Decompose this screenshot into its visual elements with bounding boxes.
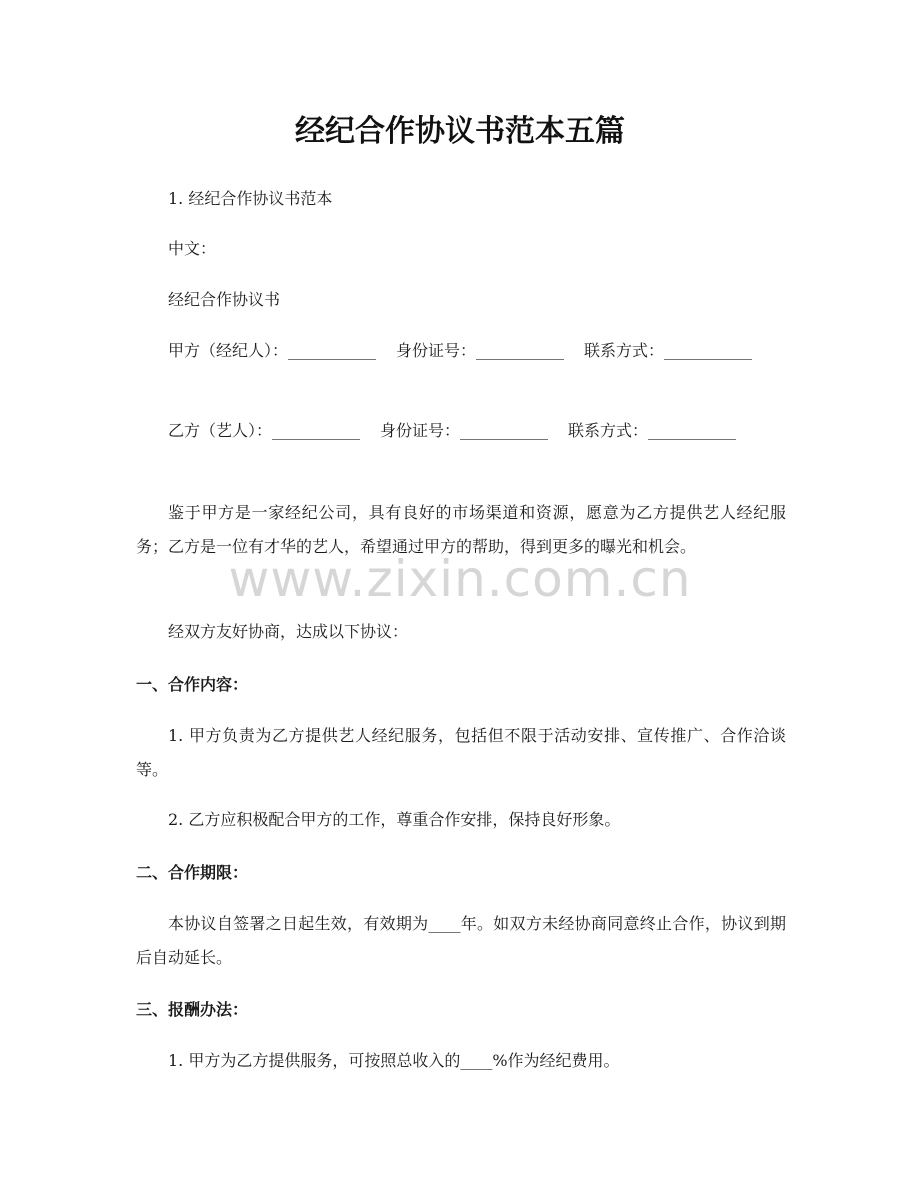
payment-clause-1: 1. 甲方为乙方提供服务，可按照总收入的____%作为经纪费用。 [168, 1051, 620, 1070]
section-label: 1. 经纪合作协议书范本 [168, 189, 333, 208]
party-b-contact: 联系方式：___________ [568, 421, 737, 440]
party-b-line [136, 414, 786, 448]
party-a-line [136, 334, 786, 368]
term-clause: 本协议自签署之日起生效，有效期为____年。如双方未经协商同意终止合作，协议到期后自动延长。 [136, 914, 786, 967]
page-title: 经纪合作协议书范本五篇 [295, 114, 625, 149]
recital-paragraph: 鉴于甲方是一家经纪公司，具有良好的市场渠道和资源，愿意为乙方提供艺人经纪服务；乙方是一位有才华的艺人，希望通过甲方的帮助，得到更多的曝光和机会。 [136, 503, 786, 556]
party-b-label: 乙方（艺人）：___________ [168, 421, 361, 440]
section-heading-cooperation: 一、合作内容： [136, 675, 249, 694]
cooperation-clause-1: 1. 甲方负责为乙方提供艺人经纪服务，包括但不限于活动安排、宣传推广、合作洽谈等。 [136, 726, 786, 779]
party-b-id: 身份证号：___________ [380, 421, 549, 440]
agreement-title: 经纪合作协议书 [168, 290, 281, 309]
party-a-label: 甲方（经纪人）：___________ [168, 341, 377, 360]
cooperation-clause-2: 2. 乙方应积极配合甲方的工作，尊重合作安排，保持良好形象。 [168, 810, 621, 829]
language-label: 中文： [168, 239, 217, 258]
agreement-intro: 经双方友好协商，达成以下协议： [168, 622, 409, 641]
party-a-id: 身份证号：___________ [396, 341, 565, 360]
party-a-contact: 联系方式：___________ [584, 341, 753, 360]
section-heading-term: 二、合作期限： [136, 863, 249, 882]
section-heading-payment: 三、报酬办法： [136, 1000, 249, 1019]
watermark: www.zixin.com.cn [228, 550, 692, 608]
